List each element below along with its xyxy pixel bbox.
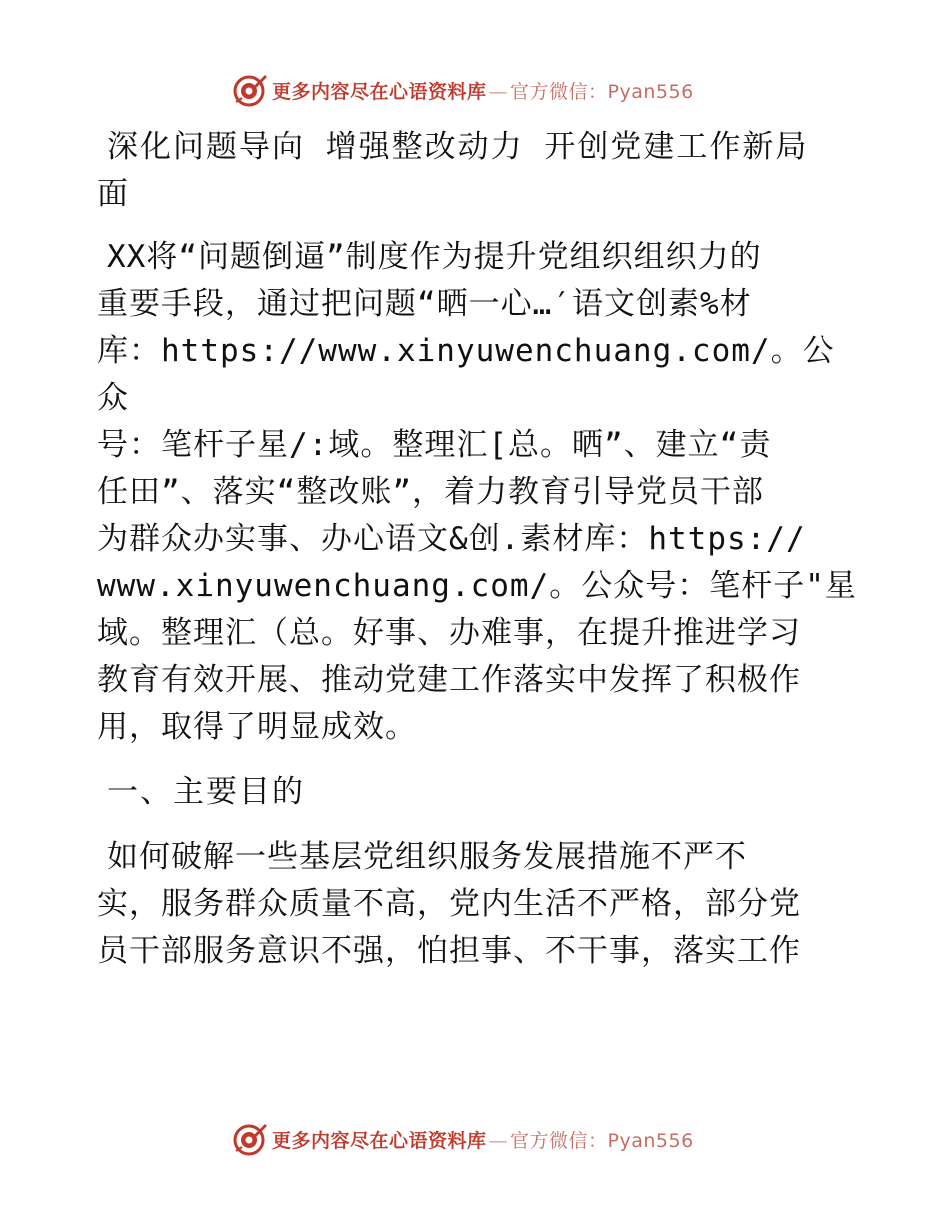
banner-text xyxy=(272,1126,694,1153)
paragraph-line: 库：https://www.xinyuwenchuang.com/。公众 xyxy=(97,333,835,416)
banner-wechat-id: Pyan556 xyxy=(607,1129,694,1152)
paragraph-line: 员干部服务意识不强，怕担事、不干事，落实工作 xyxy=(97,933,801,969)
header-banner xyxy=(232,72,712,108)
document-body xyxy=(97,124,857,993)
quill-pen-seal-icon xyxy=(232,72,268,108)
banner-text xyxy=(272,77,694,104)
banner-main-text: 更多内容尽在心语资料库 xyxy=(272,1129,487,1152)
banner-official-label: 官方微信： xyxy=(510,1129,608,1152)
paragraph-line: XX将“问题倒逼”制度作为提升党组织组织力的 xyxy=(107,239,762,275)
footer-banner xyxy=(232,1121,712,1157)
section-heading: 一、主要目的 xyxy=(107,774,305,810)
banner-main-text: 更多内容尽在心语资料库 xyxy=(272,80,487,103)
paragraph-line: 为群众办实事、办心语文&创.素材库：https:// xyxy=(97,521,806,557)
paragraph-line: 用，取得了明显成效。 xyxy=(97,709,417,745)
document-title-line2: 面 xyxy=(97,176,130,212)
banner-dash: — xyxy=(488,80,509,103)
banner-official-label: 官方微信： xyxy=(510,80,608,103)
document-title-line1: 深化问题导向 增强整改动力 开创党建工作新局 xyxy=(107,129,809,165)
paragraph-intro xyxy=(97,234,857,751)
paragraph-line: 重要手段，通过把问题“晒一心…′语文创素%材 xyxy=(97,286,752,322)
paragraph-line: 教育有效开展、推动党建工作落实中发挥了积极作 xyxy=(97,662,801,698)
document-title xyxy=(97,124,857,218)
paragraph-line: 如何破解一些基层党组织服务发展措施不严不 xyxy=(107,839,747,875)
paragraph-purpose xyxy=(97,834,857,975)
quill-pen-seal-icon xyxy=(232,1121,268,1157)
banner-dash: — xyxy=(488,1129,509,1152)
paragraph-line: 域。整理汇（总。好事、办难事，在提升推进学习 xyxy=(97,615,801,651)
paragraph-line: 任田”、落实“整改账”，着力教育引导党员干部 xyxy=(97,474,764,510)
paragraph-line: www.xinyuwenchuang.com/。公众号：笔杆子"星 xyxy=(97,568,857,604)
banner-wechat-id: Pyan556 xyxy=(607,80,694,103)
paragraph-line: 号：笔杆子星/:域。整理汇[总。晒”、建立“责 xyxy=(97,427,772,463)
paragraph-line: 实，服务群众质量不高，党内生活不严格，部分党 xyxy=(97,886,801,922)
